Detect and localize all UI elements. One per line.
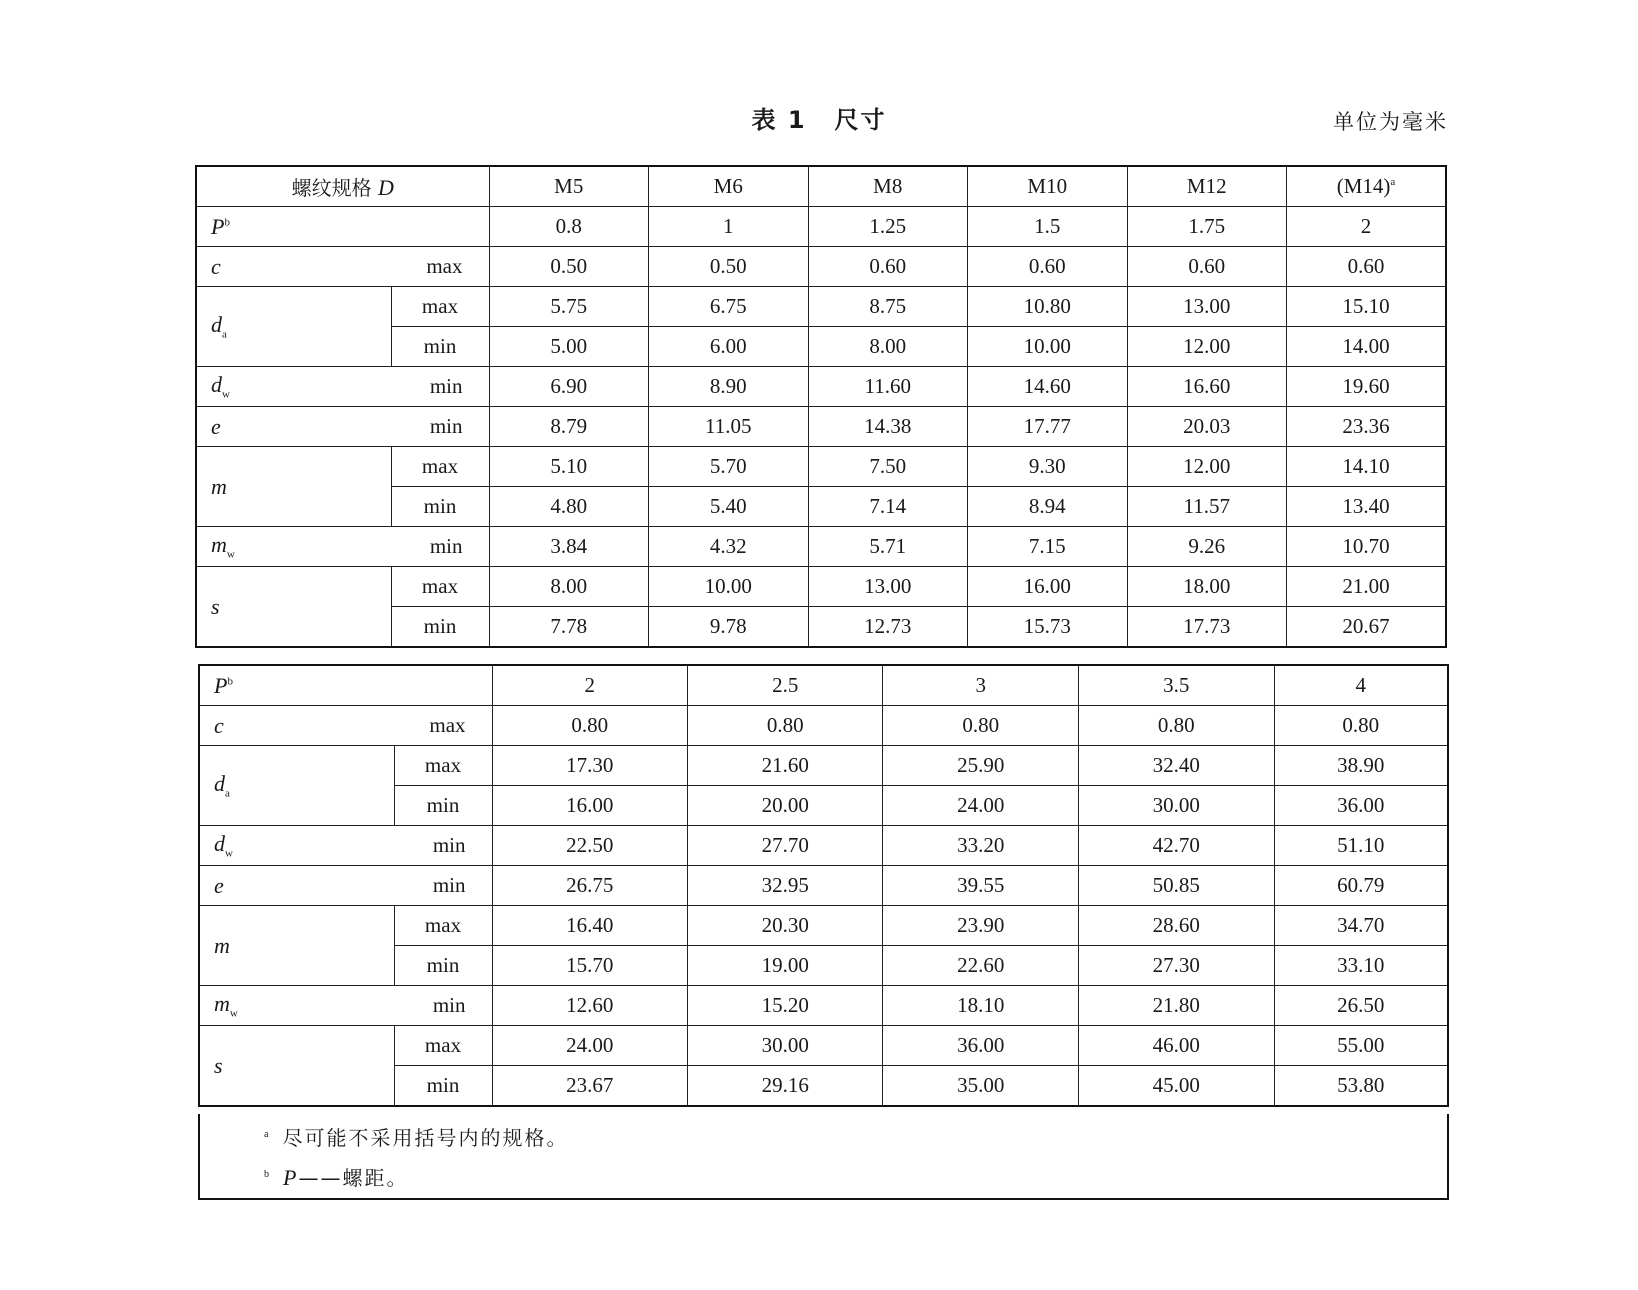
cell: 29.16 [688,1066,883,1107]
dimensions-table-part-1 [195,165,1447,648]
cell: 1.75 [1127,207,1287,247]
cell: 0.60 [1127,247,1287,287]
limit-label: min [391,487,489,527]
row-label-c: c [196,247,391,287]
column-header: M5 [489,166,649,207]
cell: 5.40 [649,487,809,527]
cell: 4.80 [489,487,649,527]
cell: 0.80 [688,706,883,746]
cell: 17.77 [968,407,1128,447]
cell: 8.75 [808,287,968,327]
cell: 46.00 [1078,1026,1274,1066]
cell: 11.05 [649,407,809,447]
row-label-mw [196,527,391,567]
cell: 28.60 [1078,906,1274,946]
cell: 0.50 [489,247,649,287]
subscript: a [225,787,230,800]
cell: 20.00 [688,786,883,826]
symbol: P [214,672,228,698]
dimensions-table-part-2 [198,664,1449,1107]
column-header: M6 [649,166,809,207]
subscript: w [222,388,230,401]
footnote-mark: a [1390,176,1396,188]
cell: 12.00 [1127,327,1287,367]
limit-label: min [394,826,492,866]
cell: 10.70 [1287,527,1447,567]
cell: 16.00 [968,567,1128,607]
cell: 13.00 [1127,287,1287,327]
row-label-mw [199,986,394,1026]
row-label-P [199,665,492,706]
cell: 9.26 [1127,527,1287,567]
row-label-m: m [196,447,391,527]
subscript: w [225,847,233,860]
limit-label: max [394,746,492,786]
table-footnotes [198,1114,1449,1200]
cell: 15.20 [688,986,883,1026]
cell: 18.10 [883,986,1078,1026]
cell: 17.73 [1127,607,1287,648]
table-row [196,287,1446,327]
cell: 22.50 [492,826,687,866]
cell: 1.5 [968,207,1128,247]
cell: 12.73 [808,607,968,648]
cell: 19.60 [1287,367,1447,407]
cell: 10.00 [649,567,809,607]
cell: 2 [492,665,687,706]
cell: 12.00 [1127,447,1287,487]
cell: 15.10 [1287,287,1447,327]
cell: 4 [1274,665,1448,706]
cell: 22.60 [883,946,1078,986]
cell: 0.80 [1078,706,1274,746]
table-row [199,746,1448,786]
cell: 6.75 [649,287,809,327]
limit-label: max [391,247,489,287]
cell: 21.80 [1078,986,1274,1026]
cell: 8.00 [489,567,649,607]
table-row [199,665,1448,706]
cell: 55.00 [1274,1026,1448,1066]
cell: 5.75 [489,287,649,327]
row-label-s: s [196,567,391,648]
cell: 26.75 [492,866,687,906]
column-header-text: (M14) [1336,174,1391,198]
table-row [199,706,1448,746]
footnote-mark: b [264,1169,271,1181]
cell: 14.38 [808,407,968,447]
table-name: 尺寸 [834,106,887,134]
cell: 20.67 [1287,607,1447,648]
cell: 18.00 [1127,567,1287,607]
row-label-da [199,746,394,826]
cell: 7.78 [489,607,649,648]
table-number: 表 1 [751,106,807,134]
footnote-symbol: P [283,1165,299,1190]
cell: 2.5 [688,665,883,706]
table-row [196,447,1446,487]
limit-label: min [391,327,489,367]
table-row [196,247,1446,287]
table-row [196,367,1446,407]
column-header: M8 [808,166,968,207]
cell: 8.90 [649,367,809,407]
cell: 11.57 [1127,487,1287,527]
cell: 10.80 [968,287,1128,327]
table-row [199,1026,1448,1066]
cell: 50.85 [1078,866,1274,906]
symbol: P [211,213,225,239]
footnote-a [264,1122,568,1151]
cell: 23.90 [883,906,1078,946]
table-row [199,826,1448,866]
table-row [199,866,1448,906]
cell: 8.79 [489,407,649,447]
cell: 8.00 [808,327,968,367]
column-header [1287,166,1447,207]
unit-label: 单位为毫米 [1333,110,1448,134]
cell: 32.40 [1078,746,1274,786]
cell: 14.00 [1287,327,1447,367]
column-header: M10 [968,166,1128,207]
cell: 2 [1287,207,1447,247]
cell: 33.20 [883,826,1078,866]
cell: 7.50 [808,447,968,487]
cell: 24.00 [883,786,1078,826]
cell: 0.80 [1274,706,1448,746]
cell: 9.78 [649,607,809,648]
cell: 13.00 [808,567,968,607]
cell: 0.60 [1287,247,1447,287]
limit-label: min [391,367,489,407]
cell: 1 [649,207,809,247]
cell: 6.00 [649,327,809,367]
symbol: d [211,312,222,338]
limit-label: min [394,1066,492,1107]
symbol: m [214,991,230,1017]
cell: 45.00 [1078,1066,1274,1107]
cell: 0.50 [649,247,809,287]
footnote-mark: b [227,675,233,688]
cell: 27.30 [1078,946,1274,986]
cell: 5.00 [489,327,649,367]
cell: 26.50 [1274,986,1448,1026]
cell: 10.00 [968,327,1128,367]
cell: 19.00 [688,946,883,986]
cell: 3.5 [1078,665,1274,706]
row-label-dw [199,826,394,866]
table-row [196,207,1446,247]
cell: 39.55 [883,866,1078,906]
subscript: a [222,328,227,341]
table-row [199,986,1448,1026]
row-label-e: e [196,407,391,447]
footnote-b [264,1162,408,1191]
limit-label: max [394,1026,492,1066]
cell: 21.60 [688,746,883,786]
footnote-mark: a [264,1129,271,1141]
cell: 0.80 [492,706,687,746]
cell: 16.00 [492,786,687,826]
cell: 23.36 [1287,407,1447,447]
cell: 11.60 [808,367,968,407]
subscript: w [229,1007,238,1020]
cell: 7.15 [968,527,1128,567]
cell: 42.70 [1078,826,1274,866]
row-label-c: c [199,706,394,746]
cell: 23.67 [492,1066,687,1107]
cell: 5.10 [489,447,649,487]
row-label-m: m [199,906,394,986]
limit-label: max [391,447,489,487]
cell: 5.71 [808,527,968,567]
cell: 16.40 [492,906,687,946]
cell: 51.10 [1274,826,1448,866]
cell: 21.00 [1287,567,1447,607]
table-row [196,407,1446,447]
row-label-dw [196,367,391,407]
cell: 0.8 [489,207,649,247]
row-label-e: e [199,866,394,906]
cell: 27.70 [688,826,883,866]
symbol: d [214,771,225,797]
cell: 16.60 [1127,367,1287,407]
limit-label: max [394,906,492,946]
cell: 1.25 [808,207,968,247]
cell: 14.60 [968,367,1128,407]
cell: 36.00 [1274,786,1448,826]
table-row [199,906,1448,946]
footnote-mark: b [224,216,230,229]
cell: 20.30 [688,906,883,946]
limit-label: min [394,986,492,1026]
table-row [196,527,1446,567]
limit-label: min [391,527,489,567]
cell: 3.84 [489,527,649,567]
limit-label: max [391,567,489,607]
cell: 30.00 [688,1026,883,1066]
cell: 0.80 [883,706,1078,746]
cell: 8.94 [968,487,1128,527]
symbol: d [211,372,222,398]
header-label: 螺纹规格 [291,176,372,200]
cell: 25.90 [883,746,1078,786]
cell: 20.03 [1127,407,1287,447]
limit-label: min [394,786,492,826]
limit-label: max [391,287,489,327]
cell: 7.14 [808,487,968,527]
cell: 4.32 [649,527,809,567]
row-label-da [196,287,391,367]
cell: 0.60 [968,247,1128,287]
cell: 33.10 [1274,946,1448,986]
subscript: w [226,548,235,561]
thread-spec-header [196,166,489,207]
table-header-row [196,166,1446,207]
cell: 3 [883,665,1078,706]
limit-label: max [394,706,492,746]
cell: 15.70 [492,946,687,986]
footnote-text: ——螺距。 [298,1166,409,1190]
cell: 14.10 [1287,447,1447,487]
cell: 34.70 [1274,906,1448,946]
limit-label: min [394,866,492,906]
cell: 9.30 [968,447,1128,487]
table-row [196,567,1446,607]
cell: 36.00 [883,1026,1078,1066]
header-symbol: D [377,175,394,200]
cell: 0.60 [808,247,968,287]
cell: 24.00 [492,1026,687,1066]
cell: 17.30 [492,746,687,786]
symbol: m [211,532,227,558]
cell: 13.40 [1287,487,1447,527]
cell: 38.90 [1274,746,1448,786]
limit-label: min [391,407,489,447]
cell: 60.79 [1274,866,1448,906]
footnote-text: 尽可能不采用括号内的规格。 [282,1126,569,1150]
cell: 6.90 [489,367,649,407]
limit-label: min [394,946,492,986]
column-header: M12 [1127,166,1287,207]
limit-label: min [391,607,489,648]
cell: 15.73 [968,607,1128,648]
symbol: d [214,831,225,857]
cell: 35.00 [883,1066,1078,1107]
cell: 30.00 [1078,786,1274,826]
cell: 12.60 [492,986,687,1026]
row-label-s: s [199,1026,394,1107]
cell: 5.70 [649,447,809,487]
cell: 53.80 [1274,1066,1448,1107]
row-label-P [196,207,489,247]
cell: 32.95 [688,866,883,906]
